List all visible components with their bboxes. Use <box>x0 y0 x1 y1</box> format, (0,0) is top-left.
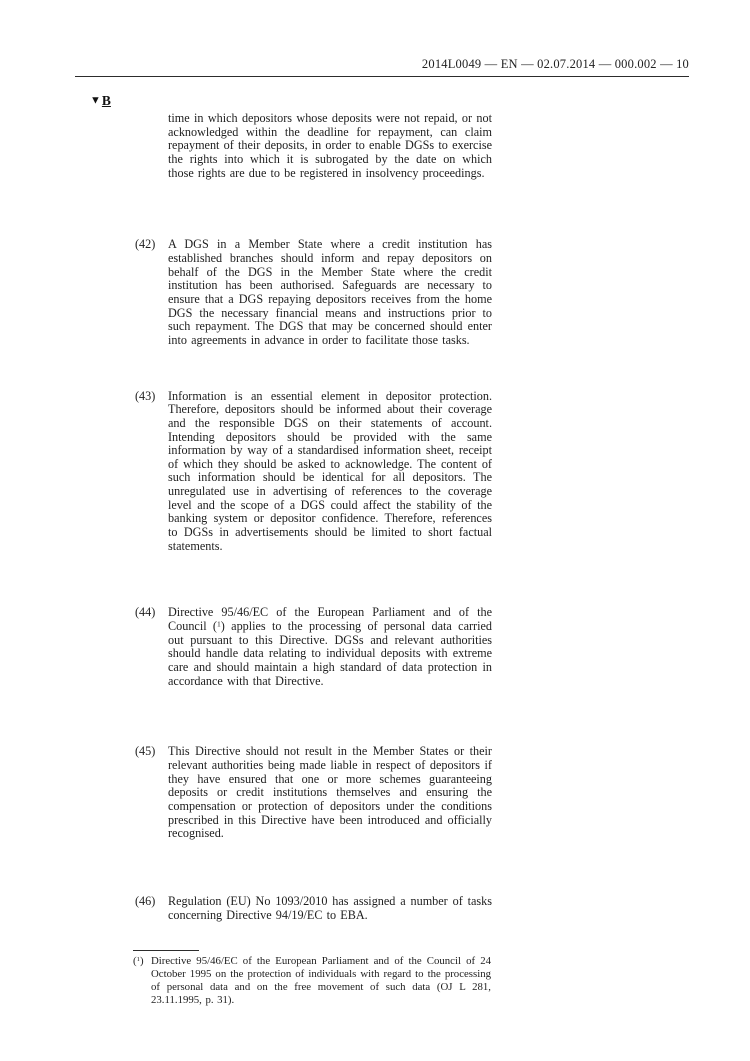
change-marker <box>90 92 111 110</box>
triangle-down-icon: ▼ <box>90 94 101 107</box>
footnote-marker-number: 1 <box>136 956 140 963</box>
recital-number: (46) <box>135 893 156 908</box>
recital-46 <box>135 895 492 922</box>
page-header-reference: 2014L0049 — EN — 02.07.2014 — 000.002 — 10 <box>421 57 689 71</box>
recital-number: (42) <box>135 237 156 252</box>
footnote-text <box>133 955 491 1007</box>
recital-number: (45) <box>135 744 156 759</box>
recital-text <box>168 605 492 687</box>
footnote-body: Directive 95/46/EC of the European Parliament and of the Council of 24 October 1995 on the protection of individuals with regard to the processing of personal data and on the free movement of such data (OJ L 281, 23.11.1995, p. 31). <box>151 955 491 1006</box>
recitals-column <box>135 112 492 922</box>
recital-text: Information is an essential element in depositor protection. Therefore, depositors should be informed about their coverage and the responsible DGS on their statements of account. Intending depositors should be provided with the same information by way of a standardised information sheet, receipt of which they should be asked to acknowledge. The content of such information should be identical for all depositors. The unregulated use in advertising of references to the coverage level and the scope of a DGS could affect the stability of the banking system or depositor confidence. Therefore, references to DGSs in advertisements should be limited to short factual statements. <box>168 388 492 553</box>
footnote-reference <box>213 619 225 633</box>
footnote-section <box>133 950 491 1007</box>
footnote-reference-number: 1 <box>216 619 221 629</box>
recital-continuation <box>135 112 492 180</box>
recital-42 <box>135 238 492 347</box>
recital-43 <box>135 390 492 554</box>
recital-number: (43) <box>135 388 156 403</box>
recital-45 <box>135 745 492 841</box>
recital-44 <box>135 606 492 688</box>
footnote-marker <box>133 955 144 968</box>
recital-number: (44) <box>135 605 156 620</box>
recital-text-before-ref: Directive 95/46/EC of the European Parliament and of the Council <box>168 605 492 634</box>
footnote-separator-rule <box>133 950 199 951</box>
recital-text: Regulation (EU) No 1093/2010 has assigned a number of tasks concerning Directive 94/19/EC to EBA. <box>168 893 492 922</box>
recital-text: A DGS in a Member State where a credit institution has established branches should inform and repay depositors on behalf of the DGS in the Member State where the credit institution has been authorised. Safeguards are necessary to ensure that a DGS repaying depositors receives from the home DGS the necessary financial means and instructions prior to such repayment. The DGS that may be concerned should enter into agreements in advance in order to facilitate those tasks. <box>168 237 492 347</box>
change-marker-letter: B <box>101 93 111 108</box>
header-rule <box>75 76 689 77</box>
recital-text: This Directive should not result in the Member States or their relevant authorities being made liable in respect of depositors if they have ensured that one or more schemes guaranteeing deposits or credit institutions themselves and ensuring the compensation or protection of depositors under the conditions prescribed in this Directive have been introduced and officially recognised. <box>168 744 492 841</box>
recital-text-after-ref: applies to the processing of personal data carried out pursuant to this Directive. DGSs and relevant authorities should handle data relating to individual deposits with extreme care and should maintain a high standard of data protection in accordance with that Directive. <box>168 619 492 688</box>
recital-text: time in which depositors whose deposits were not repaid, or not acknowledged within the deadline for repayment, can claim repayment of their deposits, in order to enable DGSs to exercise the rights into which it is subrogated by the date on which those rights are due to be registered in insolvency proceedings. <box>168 111 492 180</box>
